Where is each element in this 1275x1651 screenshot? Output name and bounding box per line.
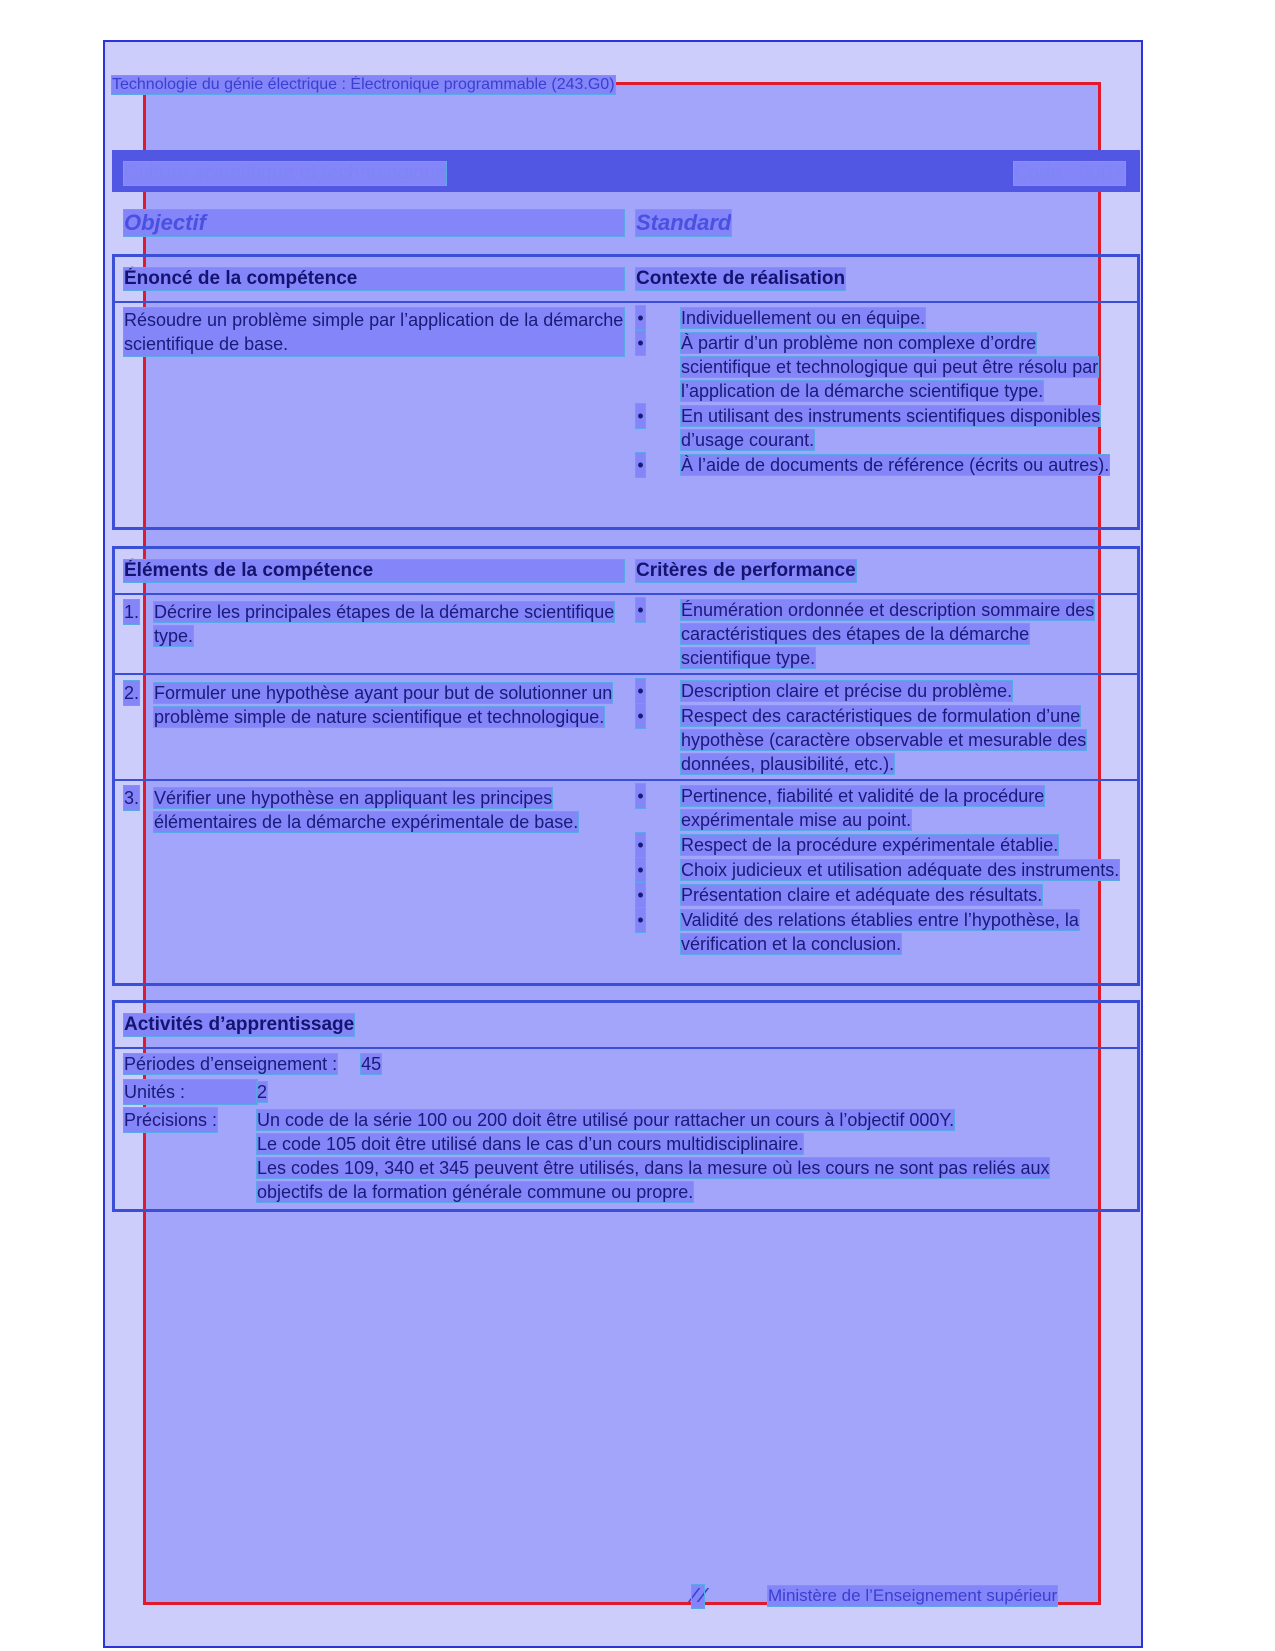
criteria-list-1 xyxy=(636,598,1124,671)
criteria-item: • Validité des relations établies entre l’hypothèse, la vérification et la conclusion. xyxy=(637,910,1079,954)
statement-header: Énoncé de la compétence xyxy=(124,268,624,290)
standard-heading: Standard xyxy=(636,210,732,235)
ministry-name: Ministère de l’Enseignement supérieur xyxy=(768,1586,1058,1605)
criteria-item: • Description claire et précise du problème. xyxy=(637,681,1013,701)
criteria-list-2 xyxy=(636,679,1124,777)
element-row-1: 1. Décrire les principales étapes de la démarche scientifique type. xyxy=(124,602,615,646)
activities-header: Activités d’apprentissage xyxy=(124,1014,355,1035)
context-item: • Individuellement ou en équipe. xyxy=(637,308,926,328)
objective-heading: Objectif xyxy=(124,210,624,236)
periods-row: Périodes d’enseignement : 45 xyxy=(124,1054,382,1074)
criteria-item: • Respect des caractéristiques de formulation d’une hypothèse (caractère observable et mesurable des données, plausibilité, etc.). xyxy=(637,706,1087,774)
criteria-item: • Énumération ordonnée et description sommaire des caractéristiques des étapes de la démarche scientifique type. xyxy=(637,600,1095,668)
competence-statement: Résoudre un problème simple par l’application de la démarche scientifique de base. xyxy=(124,310,624,354)
context-item: • À partir d’un problème non complexe d’ordre scientifique et technologique qui peut être résolu par l’application de la démarche scientifique type. xyxy=(637,333,1099,401)
criteria-item: • Respect de la procédure expérimentale établie. xyxy=(637,835,1059,855)
criteria-header: Critères de performance xyxy=(636,560,856,581)
element-row-3: 3. Vérifier une hypothèse en appliquant les principes élémentaires de la démarche expérimentale de base. xyxy=(124,788,579,832)
criteria-item: • Présentation claire et adéquate des résultats. xyxy=(637,885,1043,905)
banner-title: Culture scientifique et technologique xyxy=(124,162,447,184)
ministry-logo: ⁄ ⁄ xyxy=(692,1585,705,1607)
program-header: Technologie du génie électrique : Électronique programmable (243.G0) xyxy=(112,76,615,93)
criteria-item: • Pertinence, fiabilité et validité de la procédure expérimentale mise au point. xyxy=(637,786,1045,830)
context-item: • À l’aide de documents de référence (écrits ou autres). xyxy=(637,455,1110,475)
elements-header: Éléments de la compétence xyxy=(124,560,624,582)
context-item: • En utilisant des instruments scientifiques disponibles d’usage courant. xyxy=(637,406,1101,450)
element-row-2: 2. Formuler une hypothèse ayant pour but de solutionner un problème simple de nature scientifique et technologique. xyxy=(124,683,613,727)
units-row: Unités : 2 xyxy=(124,1082,268,1102)
context-list xyxy=(636,306,1124,478)
context-header: Contexte de réalisation xyxy=(636,268,846,289)
criteria-list-3 xyxy=(636,784,1124,957)
criteria-item: • Choix judicieux et utilisation adéquate des instruments. xyxy=(637,860,1120,880)
banner-code: Code : 000Y xyxy=(1014,162,1126,184)
